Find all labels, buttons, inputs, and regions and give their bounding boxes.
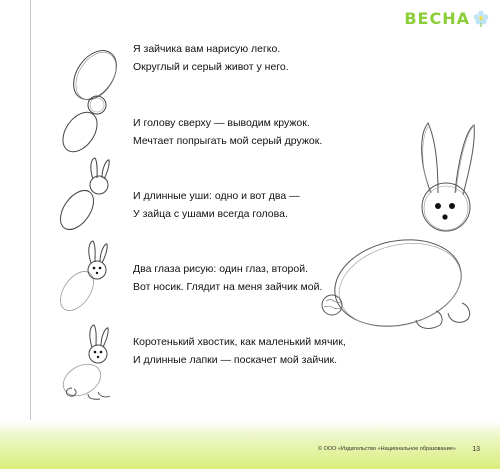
step2-head-sketch	[55, 92, 125, 162]
verse-4	[133, 260, 322, 296]
verse-5	[133, 333, 346, 369]
footer-band	[0, 421, 500, 469]
margin-line	[30, 0, 31, 420]
verse-line: И длинные уши: одно и вот два —	[133, 190, 300, 202]
verse-line: Я зайчика вам нарисую легко.	[133, 43, 281, 55]
verse-2	[133, 114, 322, 150]
verse-line: У зайца с ушами всегда голова.	[133, 208, 288, 220]
verse-line: Округлый и серый живот у него.	[133, 61, 289, 73]
verse-line: Мечтает попрыгать мой серый дружок.	[133, 135, 323, 147]
verse-line: Два глаза рисую: один глаз, второй.	[133, 263, 309, 275]
large-bunny-drawing	[318, 115, 488, 340]
verse-1	[133, 40, 289, 76]
copyright-text: © ООО «Издательство «Национальное образование»	[318, 446, 456, 452]
page-header	[404, 6, 490, 30]
page-number: 13	[472, 446, 480, 453]
step4-face-sketch	[55, 236, 125, 316]
verse-line: И голову сверху — выводим кружок.	[133, 117, 310, 129]
verse-3	[133, 187, 300, 223]
flower-icon	[472, 9, 490, 27]
step3-ears-sketch	[55, 155, 125, 235]
step5-bunny-sketch	[50, 318, 125, 403]
verse-line: И длинные лапки — поскачет мой зайчик.	[133, 354, 338, 366]
verse-line: Коротенький хвостик, как маленький мячик,	[133, 336, 346, 348]
verse-line: Вот носик. Глядит на меня зайчик мой.	[133, 281, 323, 293]
season-title: ВЕСНА	[404, 8, 470, 28]
